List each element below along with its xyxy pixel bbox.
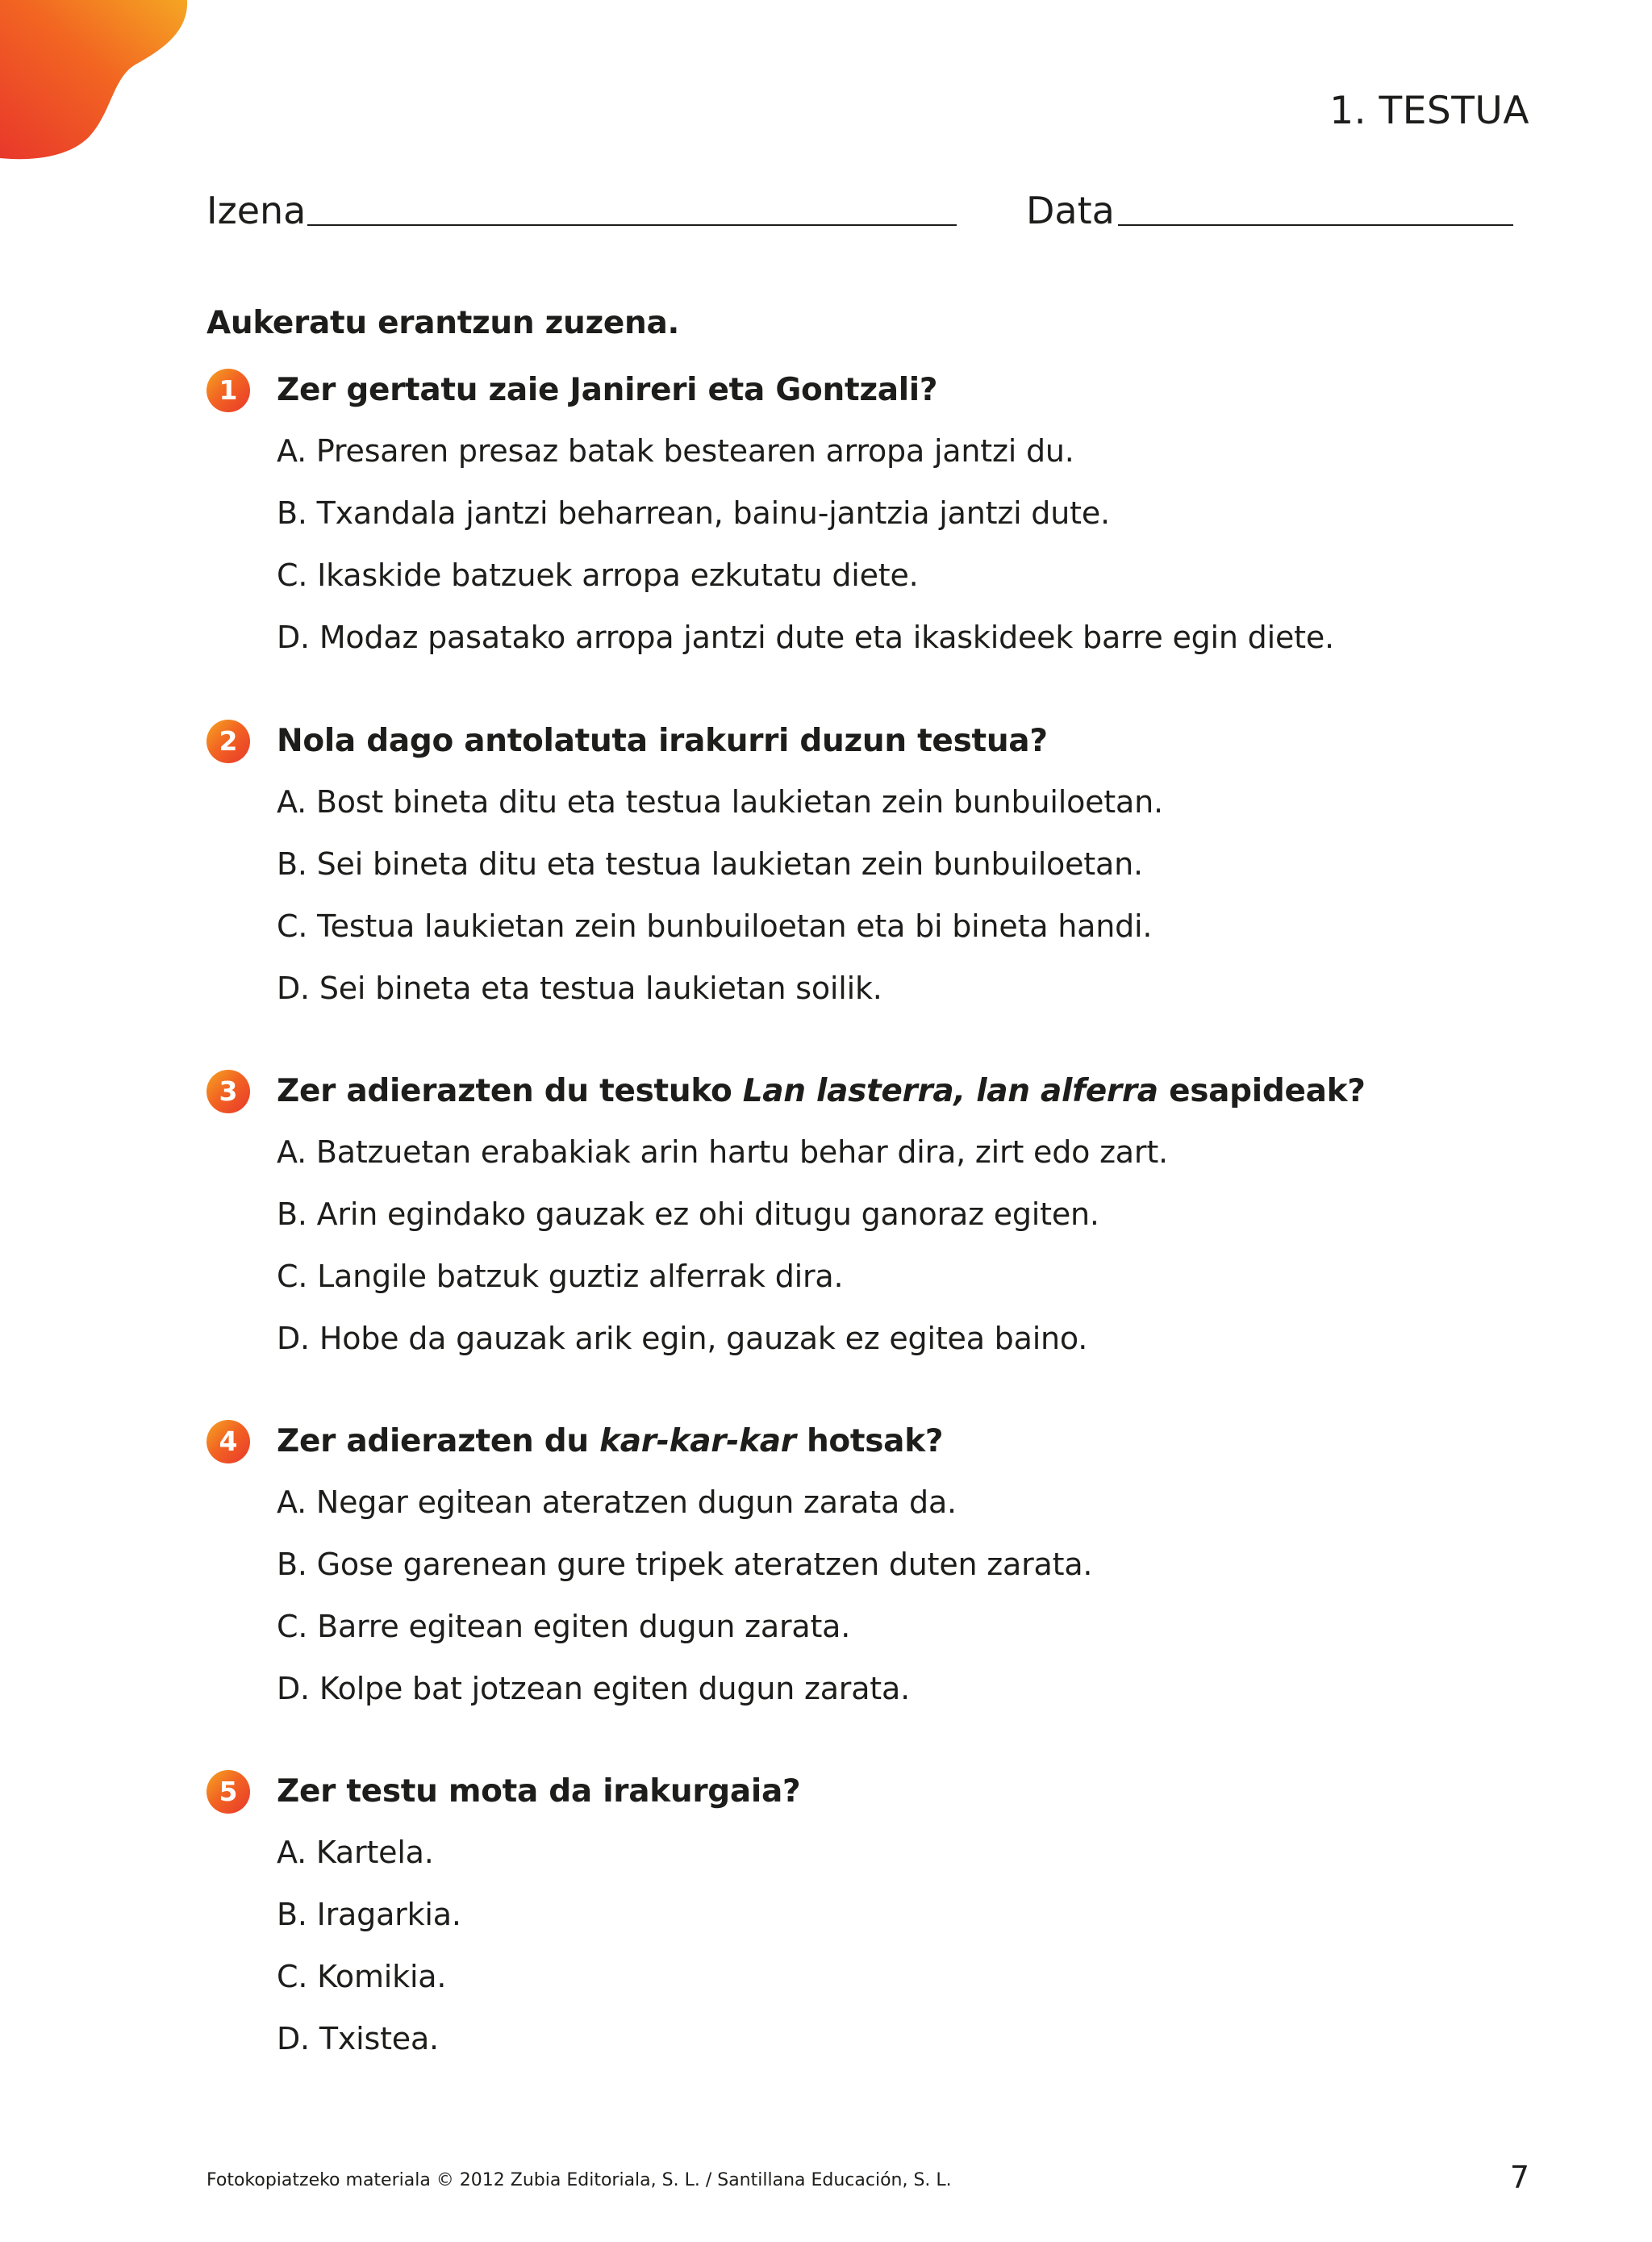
answer-option[interactable]: D. Kolpe bat jotzean egiten dugun zarata.: [277, 1671, 910, 1706]
answer-option[interactable]: B. Gose garenean gure tripek ateratzen duten zarata.: [277, 1547, 1093, 1582]
question-number-badge: 3: [206, 1070, 250, 1113]
date-label: Data: [1026, 189, 1115, 232]
answer-options: [277, 428, 1334, 677]
question-text: Zer testu mota da irakurgaia?: [277, 1773, 801, 1810]
date-write-line[interactable]: [1118, 224, 1513, 226]
copyright-notice: Fotokopiatzeko materiala © 2012 Zubia Editoriala, S. L. / Santillana Educación, S. L.: [206, 2170, 952, 2190]
answer-options: [277, 1830, 461, 2078]
answer-option[interactable]: B. Sei bineta ditu eta testua laukietan zein bunbuiloetan.: [277, 846, 1143, 882]
name-date-row: [206, 189, 1513, 237]
question-text-italic: Lan lasterra, lan alferra: [742, 1073, 1158, 1109]
answer-option[interactable]: A. Presaren presaz batak bestearen arropa jantzi du.: [277, 433, 1074, 469]
corner-decoration: [0, 0, 194, 161]
worksheet-title: 1. TESTUA: [1329, 89, 1529, 133]
question-text-start: Zer adierazten du testuko: [277, 1073, 743, 1109]
answer-option[interactable]: C. Testua laukietan zein bunbuiloetan eta bi bineta handi.: [277, 908, 1153, 944]
question-number-badge: 1: [206, 369, 250, 412]
question-text: Zer gertatu zaie Janireri eta Gontzali?: [277, 372, 938, 408]
answer-options: [277, 779, 1163, 1028]
instruction-text: Aukeratu erantzun zuzena.: [206, 305, 680, 341]
answer-option[interactable]: C. Barre egitean egiten dugun zarata.: [277, 1609, 851, 1644]
question-number-badge: 5: [206, 1770, 250, 1814]
question-number-badge: 2: [206, 720, 250, 763]
name-write-line[interactable]: [307, 224, 957, 226]
question-text: Nola dago antolatuta irakurri duzun testua?: [277, 723, 1048, 759]
answer-option[interactable]: B. Iragarkia.: [277, 1897, 461, 1932]
answer-option[interactable]: D. Txistea.: [277, 2021, 439, 2056]
answer-options: [277, 1129, 1168, 1378]
answer-option[interactable]: D. Modaz pasatako arropa jantzi dute eta ikaskideek barre egin diete.: [277, 620, 1334, 655]
answer-option[interactable]: B. Arin egindako gauzak ez ohi ditugu ganoraz egiten.: [277, 1196, 1099, 1232]
answer-option[interactable]: A. Batzuetan erabakiak arin hartu behar dira, zirt edo zart.: [277, 1134, 1168, 1170]
answer-option[interactable]: C. Ikaskide batzuek arropa ezkutatu diete.: [277, 557, 919, 593]
question-text-start: Zer adierazten du: [277, 1423, 600, 1459]
question-number-badge: 4: [206, 1420, 250, 1463]
answer-option[interactable]: B. Txandala jantzi beharrean, bainu-jantzia jantzi dute.: [277, 495, 1110, 531]
question-text-italic: kar-kar-kar: [599, 1423, 796, 1459]
answer-options: [277, 1480, 1092, 1728]
answer-option[interactable]: A. Kartela.: [277, 1835, 434, 1870]
answer-option[interactable]: A. Bost bineta ditu eta testua laukietan zein bunbuiloetan.: [277, 784, 1163, 820]
question-text-end: hotsak?: [795, 1423, 944, 1459]
page-number: 7: [1509, 2160, 1529, 2195]
answer-option[interactable]: D. Hobe da gauzak arik egin, gauzak ez egitea baino.: [277, 1321, 1088, 1356]
answer-option[interactable]: C. Komikia.: [277, 1959, 447, 1994]
answer-option[interactable]: C. Langile batzuk guztiz alferrak dira.: [277, 1259, 844, 1294]
question-text-end: esapideak?: [1158, 1073, 1366, 1109]
answer-option[interactable]: A. Negar egitean ateratzen dugun zarata da.: [277, 1484, 957, 1520]
name-label: Izena: [206, 189, 307, 232]
question-text: [277, 1419, 943, 1464]
question-text: [277, 1069, 1366, 1114]
answer-option[interactable]: D. Sei bineta eta testua laukietan soilik.: [277, 971, 882, 1006]
